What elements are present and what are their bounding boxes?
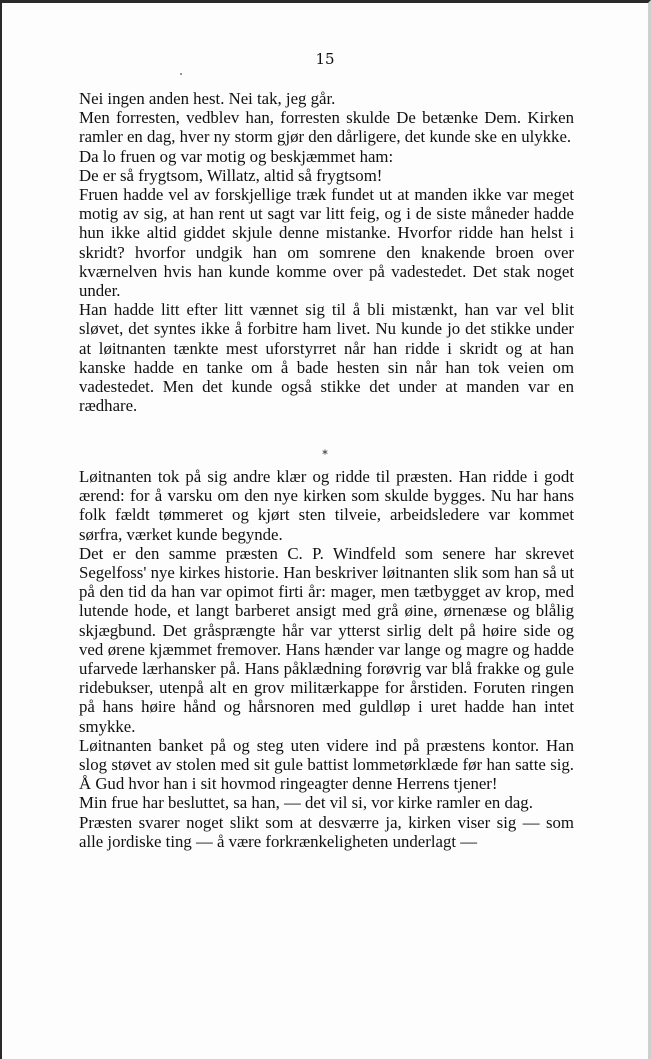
paragraph: Min frue har besluttet, sa han, — det vil si, vor kirke ramler en dag. — [79, 793, 533, 813]
paragraph: De er så frygtsom, Willatz, altid så frygtsom! — [79, 165, 383, 185]
text-block-two — [79, 467, 574, 851]
paragraph: Da lo fruen og var motig og beskjæmmet ham: — [79, 146, 394, 166]
text-block-one — [79, 89, 574, 415]
paragraph: Fruen hadde vel av forskjellige træk fundet ut at manden ikke var meget motig av sig, at han rent ut sagt var litt feig, og i de siste måneder hadde hun ikke altid giddet skjule denne mistanke. Hvorfor ridde han helst i skridt? hvorfor undgik han om somrene den knakende broen over kværnelven hvis han kunde komme over på vadestedet. Det stak noget under. — [79, 185, 574, 301]
page-number: 15 — [315, 50, 335, 68]
paragraph: Det er den samme præsten C. P. Windfeld som senere har skrevet Segelfoss' nye kirkes historie. Han beskriver løitnanten slik som han så ut på den tid da han var opimot firti år: mager, men tætbygget av krop, med lutende hode, et langt barberet ansigt med grå øine, ørnenæse og blålig skjægbund. Det gråsprængte hår var ytterst sirlig delt på høire side og ved ørene kjæmmet fremover. Hans hænder var lange og magre og hadde ufarvede lærhansker på. Hans påklædning forøvrig var blå frakke og gule ridebukser, utenpå alt en grov militærkappe for årstiden. Foruten ringen på hans høire hånd og hårsnoren med guldløp i uret hadde han intet smykke. — [79, 543, 574, 736]
paragraph: Nei ingen anden hest. Nei tak, jeg går. — [79, 89, 336, 108]
print-speck — [180, 73, 182, 75]
paragraph: Løitnanten banket på og steg uten videre ind på præstens kontor. Han slog støvet av stolen med sit gule battist lommetørklæde før han satte sig. Å Gud hvor han i sit hovmod ringeagter denne Herrens tjener! — [79, 735, 574, 794]
section-separator: * — [322, 448, 328, 461]
paragraph: Han hadde litt efter litt vænnet sig til å bli mistænkt, han var vel blit sløvet, det syntes ikke å forbitre ham livet. Nu kunde jo det stikke under at løitnanten tænkte mest uforstyrret når han ridde i skridt og at han kanske hadde en tanke om å bade hesten sin når han tok veien om vadestedet. Men det kunde også stikke det under at manden var en rædhare. — [79, 300, 574, 416]
paragraph: Men forresten, vedblev han, forresten skulde De betænke Dem. Kirken ramler en dag, hver ny storm gjør den dårligere, det kunde ske en ulykke. — [79, 108, 574, 147]
paragraph: Løitnanten tok på sig andre klær og ridde til præsten. Han ridde i godt ærend: for å varsku om den nye kirken som skulde bygges. Nu har hans folk fældt tømmeret og kjørt sten tilveie, arbeidsledere var kommet sørfra, værket kunde begynde. — [79, 467, 574, 544]
paragraph: Præsten svarer noget slikt som at desværre ja, kirken viser sig — som alle jordiske ting — å være forkrænkeligheten underlagt — — [79, 812, 574, 851]
